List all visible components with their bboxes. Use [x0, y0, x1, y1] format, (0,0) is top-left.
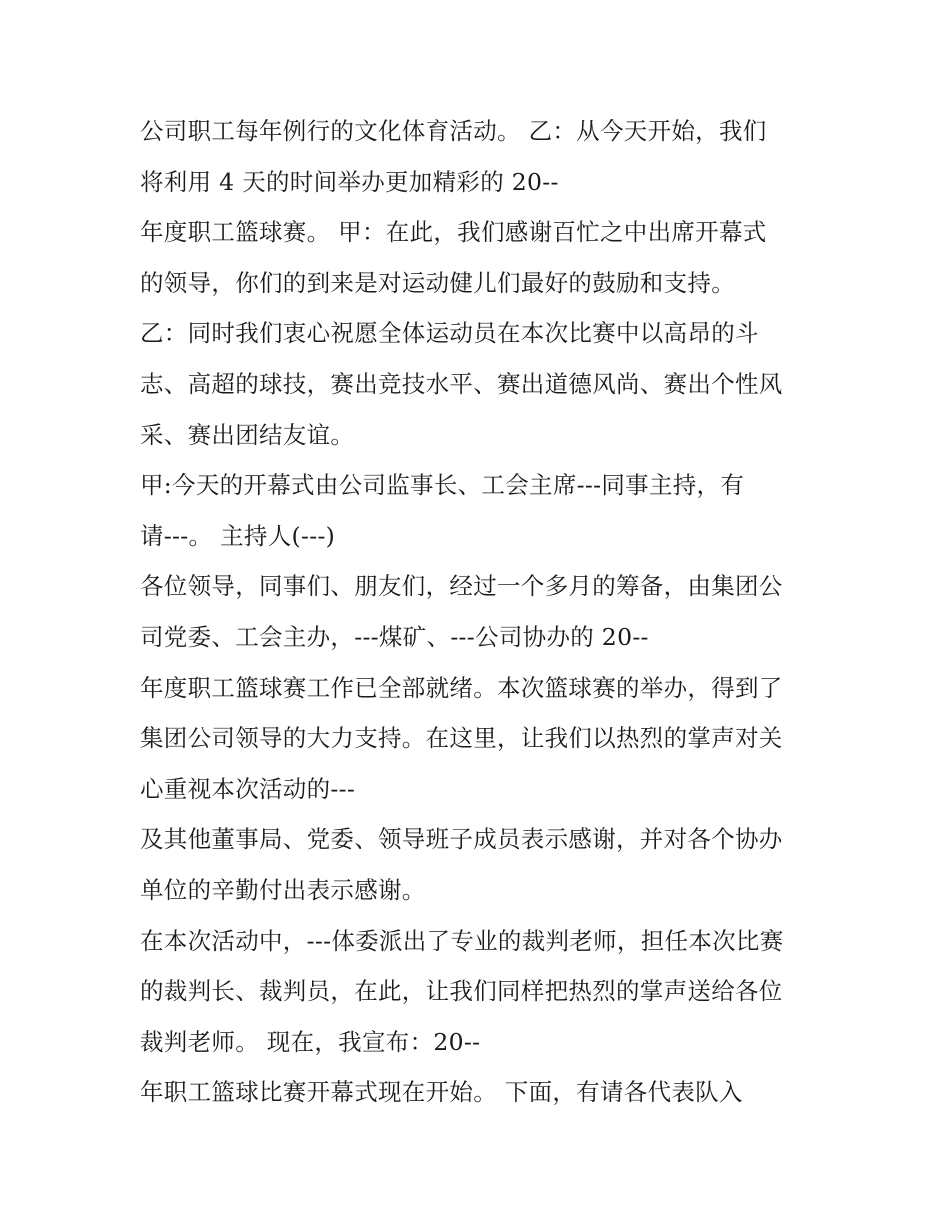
text-line: 年度职工篮球赛工作已全部就绪。本次篮球赛的举办，得到了: [140, 673, 783, 702]
text-line: 司党委、工会主办，---煤矿、---公司协办的 20--: [140, 622, 649, 651]
text-line: 各位领导，同事们、朋友们，经过一个多月的筹备，由集团公: [140, 572, 783, 601]
text-line: 集团公司领导的大力支持。在这里，让我们以热烈的掌声对关: [140, 724, 783, 753]
text-line: 单位的辛勤付出表示感谢。: [140, 875, 426, 904]
text-line: 将利用 4 天的时间举办更加精彩的 20--: [140, 167, 559, 196]
text-line: 的领导，你们的到来是对运动健儿们最好的鼓励和支持。: [140, 268, 735, 297]
text-line: 志、高超的球技，赛出竞技水平、赛出道德风尚、赛出个性风: [140, 369, 783, 398]
text-line: 的裁判长、裁判员，在此，让我们同样把热烈的掌声送给各位: [140, 977, 783, 1006]
text-line: 请---。 主持人(---): [140, 521, 336, 550]
text-line: 乙：同时我们衷心祝愿全体运动员在本次比赛中以高昂的斗: [140, 319, 759, 348]
text-line: 裁判老师。 现在，我宣布：20--: [140, 1027, 481, 1056]
text-line: 在本次活动中，---体委派出了专业的裁判老师，担任本次比赛: [140, 926, 784, 955]
text-line: 年度职工篮球赛。 甲：在此，我们感谢百忙之中出席开幕式: [140, 218, 767, 247]
text-line: 心重视本次活动的---: [140, 774, 356, 803]
body-text: [140, 106, 830, 1118]
text-line: 及其他董事局、党委、领导班子成员表示感谢，并对各个协办: [140, 825, 783, 854]
text-line: 甲:今天的开幕式由公司监事长、工会主席---同事主持，有: [140, 471, 745, 500]
text-line: 年职工篮球比赛开幕式现在开始。 下面，有请各代表队入: [140, 1078, 743, 1107]
text-line: 采、赛出团结友谊。: [140, 420, 355, 449]
text-line: 公司职工每年例行的文化体育活动。 乙：从今天开始，我们: [140, 117, 767, 145]
